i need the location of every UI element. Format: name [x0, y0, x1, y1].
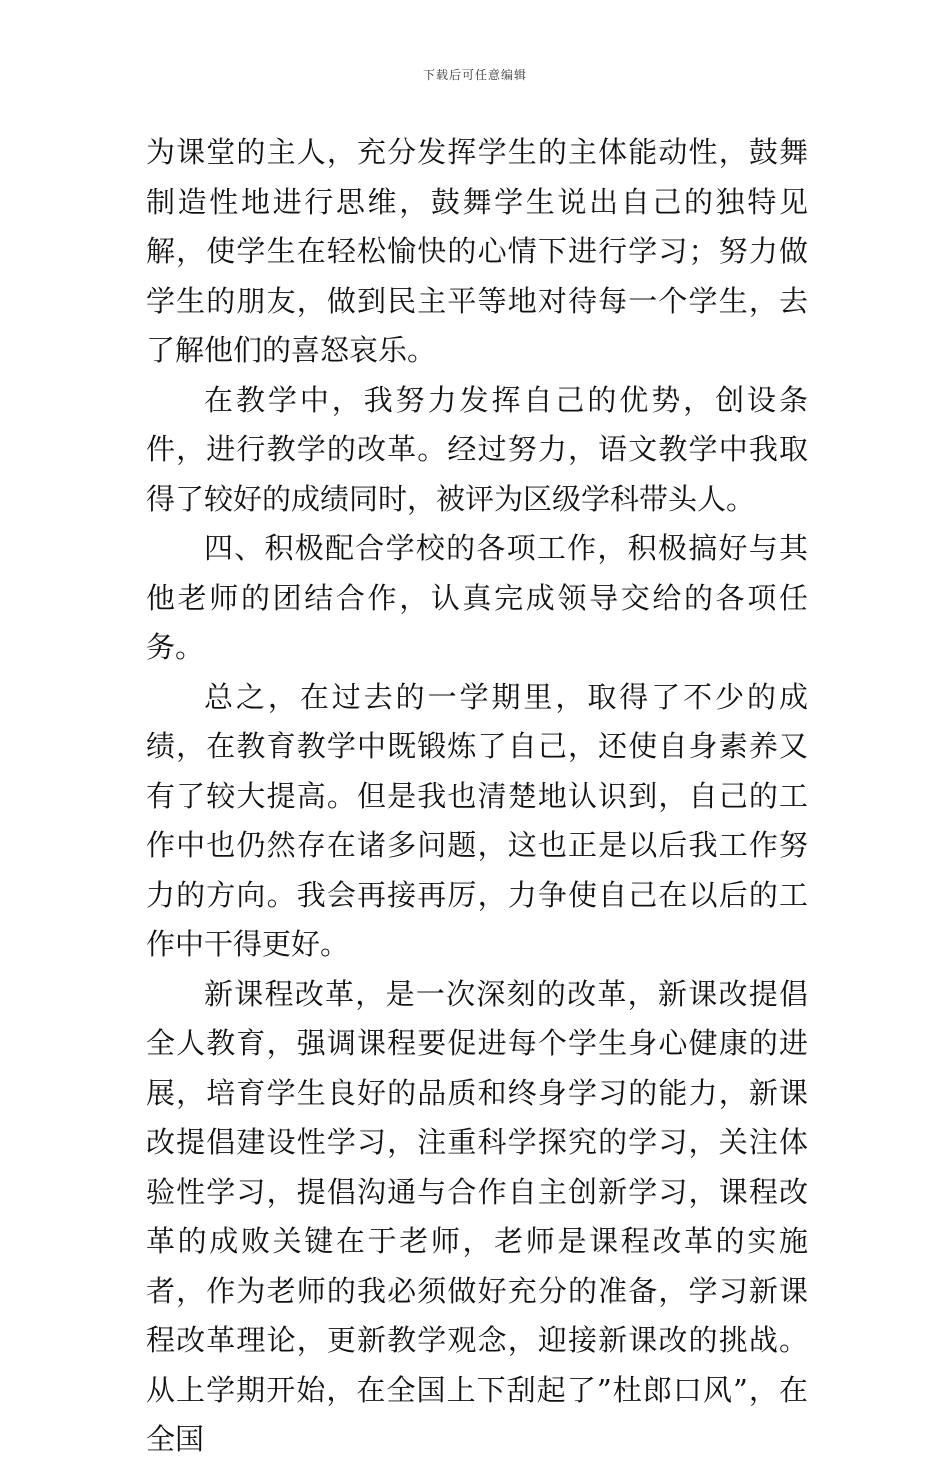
paragraph-continued: 为课堂的主人，充分发挥学生的主体能动性，鼓舞制造性地进行思维，鼓舞学生说出自己的独特见解，使学生在轻松愉快的心情下进行学习；努力做学生的朋友，做到民主平等地对待每一个学生，去了解他们的喜怒哀乐。: [146, 135, 808, 367]
header-note: 下载后可任意编辑: [422, 68, 527, 82]
paragraph-teaching-reform: 在教学中，我努力发挥自己的优势，创设条件，进行教学的改革。经过努力，语文教学中我取得了较好的成绩同时，被评为区级学科带头人。: [146, 382, 808, 516]
paragraph-summary: 总之，在过去的一学期里，取得了不少的成绩，在教育教学中既锻炼了自己，还使自身素养又有了较大提高。但是我也清楚地认识到，自己的工作中也仍然存在诸多问题，这也正是以后我工作努力的方向。我会再接再厉，力争使自己在以后的工作中干得更好。: [146, 679, 808, 961]
paragraph-school-work: 四、积极配合学校的各项工作，积极搞好与其他老师的团结合作，认真完成领导交给的各项任务。: [146, 531, 808, 664]
document-body: [146, 128, 808, 1465]
paragraph-curriculum-reform: 新课程改革，是一次深刻的改革，新课改提倡全人教育，强调课程要促进每个学生身心健康的进展，培育学生良好的品质和终身学习的能力，新课改提倡建设性学习，注重科学探究的学习，关注体验性学习，提倡沟通与合作自主创新学习，课程改革的成败关键在于老师，老师是课程改革的实施者，作为老师的我必须做好充分的准备，学习新课程改革理论，更新教学观念，迎接新课改的挑战。从上学期开始，在全国上下刮起了”杜郎口风”，在全国: [146, 976, 808, 1456]
